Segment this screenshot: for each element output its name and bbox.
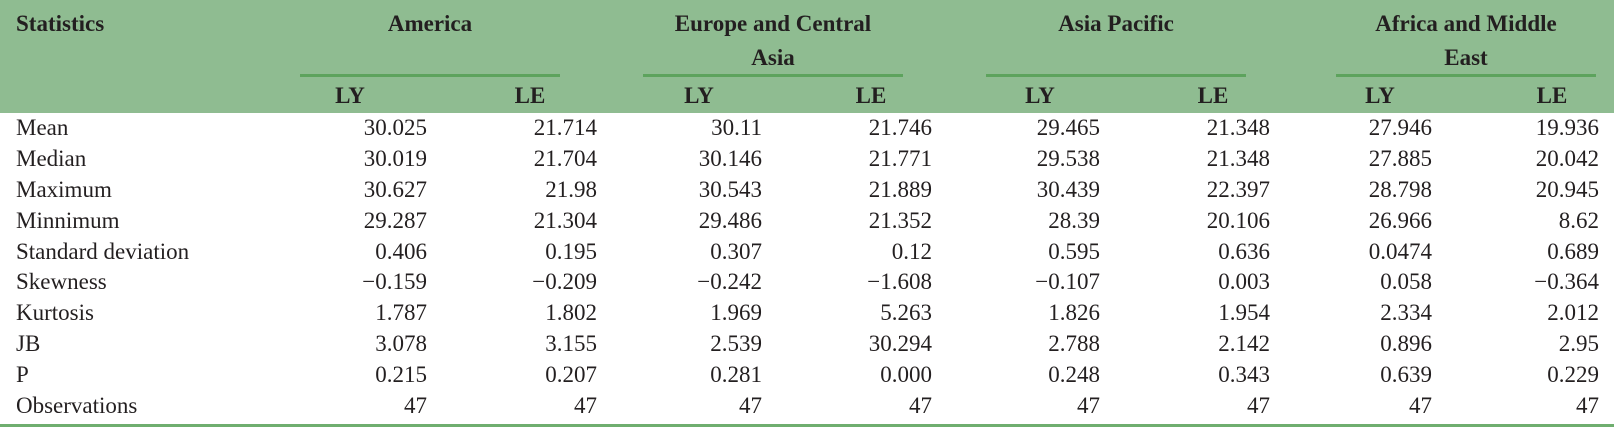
table-cell: 5.263 <box>880 300 932 326</box>
table-cell: 0.406 <box>375 238 427 264</box>
table-cell: 30.627 <box>363 176 427 202</box>
table-cell: 1.969 <box>710 300 762 326</box>
table-cell: 21.714 <box>533 115 597 140</box>
table-cell: 30.025 <box>363 115 427 140</box>
table-cell: 0.689 <box>1547 238 1599 264</box>
table-cell: 20.945 <box>1535 176 1599 202</box>
table-cell: 30.294 <box>868 331 932 357</box>
group-underline-europe <box>643 74 903 77</box>
table-cell: 2.788 <box>1048 331 1100 357</box>
table-cell: −0.107 <box>1035 269 1100 295</box>
table-cell: 0.058 <box>1380 269 1432 295</box>
table-cell: 30.146 <box>698 145 762 171</box>
subheader-america-ly: LY <box>335 83 365 108</box>
table-cell: 2.012 <box>1547 300 1599 326</box>
table-cell: 0.207 <box>545 362 597 388</box>
table-bottom-rule <box>0 424 1614 427</box>
subheader-america-le: LE <box>514 83 546 108</box>
row-label: Observations <box>16 393 138 419</box>
table-cell: 21.304 <box>533 207 597 233</box>
table-cell: 29.465 <box>1036 115 1100 140</box>
table-cell: 21.348 <box>1206 145 1270 171</box>
subheader-africa-le: LE <box>1536 83 1568 108</box>
table-cell: 1.826 <box>1048 300 1100 326</box>
table-row <box>0 298 1614 329</box>
row-label: Minnimum <box>16 207 120 233</box>
row-label: Kurtosis <box>16 300 94 326</box>
table-cell: 21.771 <box>868 145 932 171</box>
table-cell: 0.248 <box>1048 362 1100 388</box>
table-cell: 0.639 <box>1380 362 1432 388</box>
table-row <box>0 175 1614 206</box>
table-cell: 47 <box>404 393 427 419</box>
header-group-asia-pacific: Asia Pacific <box>1058 11 1174 36</box>
table-cell: 0.307 <box>710 238 762 264</box>
table-cell: 1.954 <box>1218 300 1270 326</box>
table-body <box>0 113 1614 422</box>
row-label: P <box>16 362 29 388</box>
row-label: Median <box>16 145 87 171</box>
table-cell: 19.936 <box>1535 115 1599 140</box>
table-cell: 28.798 <box>1368 176 1432 202</box>
table-cell: 29.287 <box>363 207 427 233</box>
table-cell: −0.209 <box>532 269 597 295</box>
table-cell: 29.538 <box>1036 145 1100 171</box>
table-cell: 0.000 <box>880 362 932 388</box>
table-cell: 30.439 <box>1036 176 1100 202</box>
table-cell: 0.0474 <box>1368 238 1432 264</box>
table-cell: 30.11 <box>711 115 762 140</box>
row-label: Standard deviation <box>16 238 190 264</box>
table-row <box>0 391 1614 422</box>
table-cell: 0.12 <box>891 238 932 264</box>
table-cell: −1.608 <box>867 269 932 295</box>
table-cell: 0.195 <box>545 238 597 264</box>
table-cell: 0.636 <box>1218 238 1270 264</box>
table-cell: 47 <box>1576 393 1599 419</box>
table-cell: −0.364 <box>1534 269 1599 295</box>
table-cell: 20.106 <box>1206 207 1270 233</box>
subheader-europe-le: LE <box>855 83 887 108</box>
subheader-europe-ly: LY <box>684 83 714 108</box>
row-label: Maximum <box>16 176 112 202</box>
table-row <box>0 144 1614 175</box>
table-cell: 0.229 <box>1547 362 1599 388</box>
table-row <box>0 206 1614 237</box>
table-cell: 0.003 <box>1218 269 1270 295</box>
table-cell: 20.042 <box>1535 145 1599 171</box>
table-row <box>0 329 1614 360</box>
table-cell: −0.242 <box>697 269 762 295</box>
table-cell: 47 <box>1409 393 1432 419</box>
row-label: Mean <box>16 115 69 140</box>
table-cell: −0.159 <box>362 269 427 295</box>
table-header <box>0 0 1614 113</box>
table-row <box>0 237 1614 268</box>
table-cell: 30.019 <box>363 145 427 171</box>
table-cell: 21.348 <box>1206 115 1270 140</box>
header-group-america: America <box>387 11 473 36</box>
table-cell: 0.215 <box>375 362 427 388</box>
table-cell: 47 <box>909 393 932 419</box>
subheader-asia-pacific-ly: LY <box>1025 83 1055 108</box>
header-group-africa-line2: East <box>1444 45 1488 70</box>
table-cell: 2.334 <box>1380 300 1432 326</box>
table-cell: 22.397 <box>1206 176 1270 202</box>
table-cell: 2.142 <box>1218 331 1270 357</box>
table-cell: 2.95 <box>1558 331 1599 357</box>
subheader-africa-ly: LY <box>1365 83 1395 108</box>
row-label: Skewness <box>16 269 107 295</box>
header-group-europe-line2: Asia <box>751 45 795 70</box>
table-cell: 21.889 <box>868 176 932 202</box>
table-cell: 3.155 <box>545 331 597 357</box>
table-cell: 1.787 <box>375 300 427 326</box>
table-cell: 21.704 <box>533 145 597 171</box>
table-cell: 0.595 <box>1048 238 1100 264</box>
table-row <box>0 113 1614 144</box>
table-cell: 47 <box>1247 393 1270 419</box>
table-cell: 21.98 <box>545 176 597 202</box>
table-cell: 47 <box>574 393 597 419</box>
table-cell: 26.966 <box>1368 207 1432 233</box>
group-underline-america <box>300 74 560 77</box>
table-cell: 0.343 <box>1218 362 1270 388</box>
header-statistics: Statistics <box>16 11 105 36</box>
table-cell: 30.543 <box>698 176 762 202</box>
group-underline-asia-pacific <box>986 74 1246 77</box>
table-cell: 27.946 <box>1368 115 1432 140</box>
table-cell: 47 <box>739 393 762 419</box>
table-row <box>0 360 1614 391</box>
table-cell: 27.885 <box>1368 145 1432 171</box>
table-cell: 21.352 <box>868 207 932 233</box>
table-cell: 29.486 <box>698 207 762 233</box>
group-underline-africa <box>1336 74 1596 77</box>
table-cell: 28.39 <box>1048 207 1100 233</box>
table-cell: 3.078 <box>375 331 427 357</box>
table-row <box>0 267 1614 298</box>
table-cell: 0.281 <box>710 362 762 388</box>
table-cell: 47 <box>1077 393 1100 419</box>
header-group-europe-line1: Europe and Central <box>674 11 872 36</box>
table-cell: 1.802 <box>545 300 597 326</box>
table-cell: 0.896 <box>1380 331 1432 357</box>
subheader-asia-pacific-le: LE <box>1197 83 1229 108</box>
table-cell: 21.746 <box>868 115 932 140</box>
table-cell: 2.539 <box>710 331 762 357</box>
row-label: JB <box>16 331 41 357</box>
header-group-africa-line1: Africa and Middle <box>1375 11 1557 36</box>
table-cell: 8.62 <box>1558 207 1599 233</box>
